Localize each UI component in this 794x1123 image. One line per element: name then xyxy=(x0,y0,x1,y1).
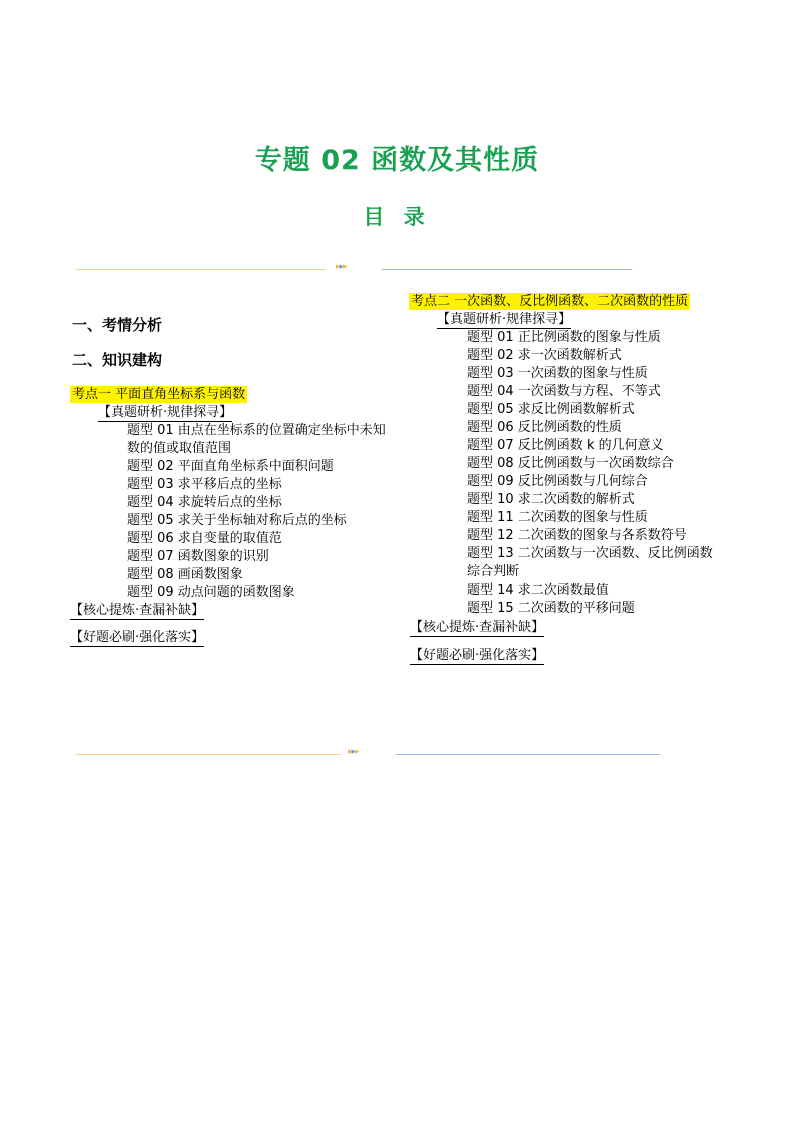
right-research-heading: 【真题研析·规律探寻】 xyxy=(437,312,572,327)
right-item-02: 题型 02 求一次函数解析式 xyxy=(467,348,622,363)
right-item-15: 题型 15 二次函数的平移问题 xyxy=(467,601,635,616)
divider-line-right xyxy=(382,269,632,270)
right-item-06: 题型 06 反比例函数的性质 xyxy=(467,420,622,435)
left-item-06: 题型 06 求自变量的取值范 xyxy=(127,531,282,546)
left-item-05: 题型 05 求关于坐标轴对称后点的坐标 xyxy=(127,513,347,528)
top-divider xyxy=(76,262,636,275)
right-item-12: 题型 12 二次函数的图象与各系数符号 xyxy=(467,528,687,543)
right-item-05: 题型 05 求反比例函数解析式 xyxy=(467,402,635,417)
left-item-07: 题型 07 函数图象的识别 xyxy=(127,549,269,564)
right-item-13: 题型 13 二次函数与一次函数、反比例函数综合判断 xyxy=(467,546,713,579)
left-practice-heading: 【好题必刷·强化落实】 xyxy=(70,630,205,645)
left-item-01: 题型 01 由点在坐标系的位置确定坐标中未知数的值或取值范围 xyxy=(127,423,386,456)
left-item-02: 题型 02 平面直角坐标系中面积问题 xyxy=(127,459,334,474)
right-item-10: 题型 10 求二次函数的解析式 xyxy=(467,492,635,507)
page-title: 专题 02 函数及其性质 xyxy=(254,145,540,176)
divider-line-left xyxy=(76,754,341,755)
bottom-divider xyxy=(76,747,666,760)
right-item-03: 题型 03 一次函数的图象与性质 xyxy=(467,366,648,381)
right-item-07: 题型 07 反比例函数 k 的几何意义 xyxy=(467,438,664,453)
section-exam-analysis: 一、考情分析 xyxy=(72,316,163,334)
right-item-08: 题型 08 反比例函数与一次函数综合 xyxy=(467,456,674,471)
right-practice-heading: 【好题必刷·强化落实】 xyxy=(410,648,545,663)
right-core-heading: 【核心提炼·查漏补缺】 xyxy=(410,620,545,635)
divider-line-left xyxy=(76,269,326,270)
section-knowledge-structure: 二、知识建构 xyxy=(72,351,163,369)
divider-arrow-icon: ▸▸▸ xyxy=(348,747,359,757)
toc-heading: 目 录 xyxy=(363,205,431,229)
right-item-01: 题型 01 正比例函数的图象与性质 xyxy=(467,330,661,345)
left-core-heading: 【核心提炼·查漏补缺】 xyxy=(70,603,205,618)
left-item-09: 题型 09 动点问题的函数图象 xyxy=(127,585,295,600)
divider-arrow-icon: ▸▸▸ xyxy=(336,262,347,272)
right-item-14: 题型 14 求二次函数最值 xyxy=(467,583,609,598)
left-research-heading: 【真题研析·规律探寻】 xyxy=(98,405,233,420)
left-item-04: 题型 04 求旋转后点的坐标 xyxy=(127,495,282,510)
right-item-11: 题型 11 二次函数的图象与性质 xyxy=(467,510,648,525)
left-item-08: 题型 08 画函数图象 xyxy=(127,567,243,582)
right-item-09: 题型 09 反比例函数与几何综合 xyxy=(467,474,648,489)
kaodian-1: 考点一 平面直角坐标系与函数 xyxy=(72,387,246,402)
kaodian-2: 考点二 一次函数、反比例函数、二次函数的性质 xyxy=(411,294,689,309)
divider-line-right xyxy=(396,754,660,755)
right-item-04: 题型 04 一次函数与方程、不等式 xyxy=(467,384,661,399)
left-item-03: 题型 03 求平移后点的坐标 xyxy=(127,477,282,492)
